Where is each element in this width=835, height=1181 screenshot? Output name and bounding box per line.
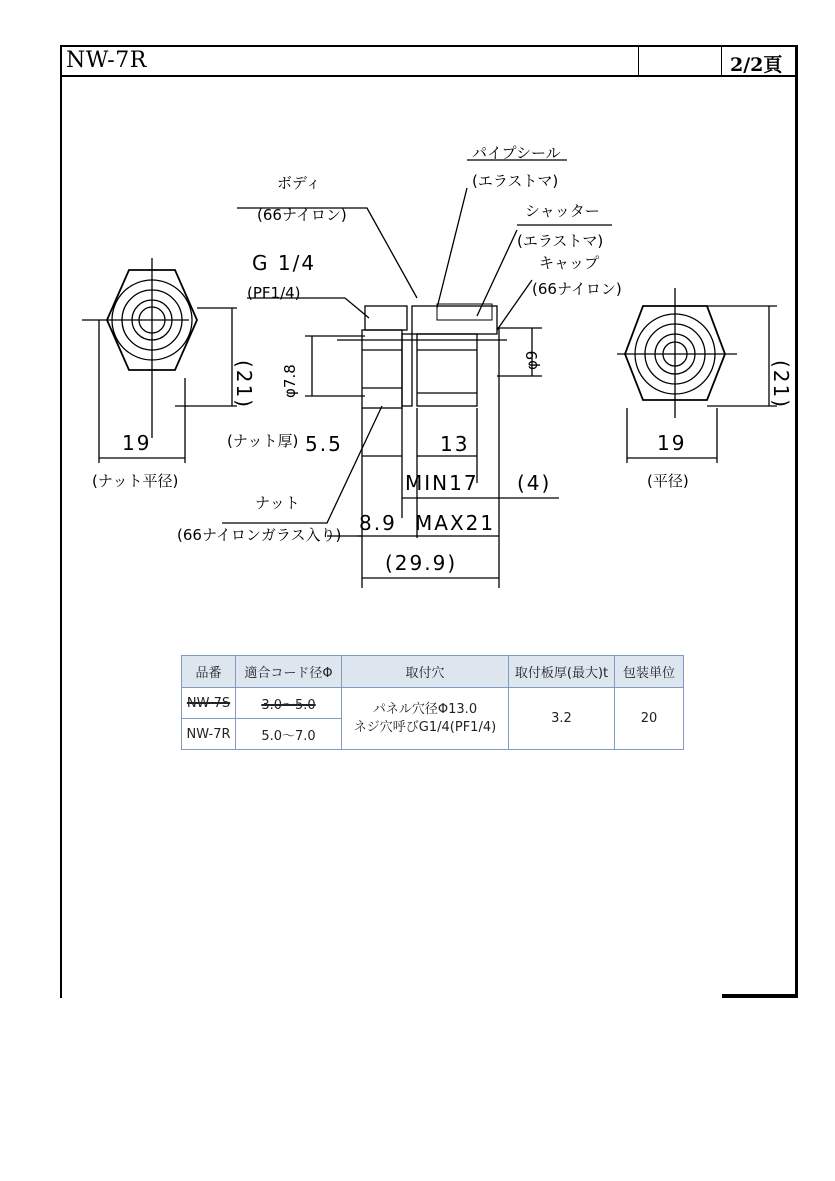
frame-right-border (795, 45, 798, 998)
table-row (182, 688, 684, 719)
mount-hole-line-2: ネジ穴呼びG1/4(PF1/4) (353, 719, 497, 735)
leader-pipe-seal (437, 188, 467, 308)
header-cord-diameter: 適合コード径Φ (236, 656, 342, 688)
technical-drawing (77, 138, 793, 603)
nut-body (362, 330, 402, 408)
leader-cap (497, 280, 532, 330)
dim-8-9-label: 8.9 (359, 511, 397, 535)
mount-hole-line-1: パネル穴径Φ13.0 (372, 701, 478, 717)
body-flange (365, 306, 407, 330)
frame-bottom-mark (722, 994, 798, 998)
page-number: 2/2頁 (730, 54, 783, 76)
header-pack-unit: 包装単位 (615, 656, 684, 688)
cell-mount-hole (342, 688, 509, 750)
dim-min17-label: MIN17 (405, 471, 479, 495)
spec-table (181, 655, 684, 750)
cell-pack-unit: 20 (615, 688, 684, 750)
dim-phi-7-8: φ7.8 (281, 364, 299, 398)
dim-29-9-label: (29.9) (385, 551, 458, 575)
label-cap-material: (66ナイロン) (532, 280, 622, 298)
drawing-canvas (77, 138, 793, 603)
dim-5-5-label: 5.5 (305, 432, 343, 456)
cell-part-number: NW-7R (182, 719, 236, 750)
label-body-material: (66ナイロン) (257, 206, 347, 224)
panel-gap (402, 334, 412, 406)
header-separator (721, 45, 722, 76)
dim-left-width: 19 (122, 431, 152, 455)
cap-body (417, 334, 477, 406)
dim-max21-label: MAX21 (415, 511, 496, 535)
frame-left-border (60, 45, 62, 998)
label-thread-alt: (PF1/4) (247, 284, 301, 302)
header-divider (60, 75, 798, 77)
header-part-number: 品番 (182, 656, 236, 688)
frame-top-border (60, 45, 798, 47)
dim-right-width: 19 (657, 431, 687, 455)
document-title: NW-7R (66, 48, 147, 73)
label-shutter-material: (エラストマ) (517, 232, 604, 250)
cell-part-number: NW-7S (182, 688, 236, 719)
label-pipe-seal: パイプシール (472, 144, 561, 162)
label-thread: G 1/4 (252, 251, 317, 275)
cell-panel-thickness: 3.2 (509, 688, 615, 750)
label-flat: (平径) (647, 472, 689, 490)
header-mount-hole: 取付穴 (342, 656, 509, 688)
label-nut-thickness: (ナット厚) (227, 432, 299, 450)
label-nut: ナット (255, 494, 300, 512)
leader-nut (222, 406, 382, 523)
dim-13-label: 13 (440, 432, 470, 456)
dim-4-label: (4) (517, 471, 552, 495)
dim-left-height: (21) (232, 360, 256, 410)
label-cap: キャップ (539, 254, 600, 272)
dim-right-height: (21) (769, 360, 793, 410)
label-nut-material: (66ナイロンガラス入り) (177, 526, 342, 544)
leader-shutter (477, 230, 517, 316)
header-separator (638, 45, 639, 76)
label-body: ボディ (277, 174, 321, 192)
cell-cord-diameter: 5.0〜7.0 (236, 719, 342, 750)
cell-cord-diameter: 3.0〜5.0 (236, 688, 342, 719)
label-pipe-seal-material: (エラストマ) (472, 172, 559, 190)
table-header-row (182, 656, 684, 688)
label-nut-flat: (ナット平径) (92, 472, 179, 490)
dim-phi-9: φ9 (523, 350, 541, 370)
header-panel-thickness: 取付板厚(最大)t (509, 656, 615, 688)
label-shutter: シャッター (525, 202, 600, 220)
